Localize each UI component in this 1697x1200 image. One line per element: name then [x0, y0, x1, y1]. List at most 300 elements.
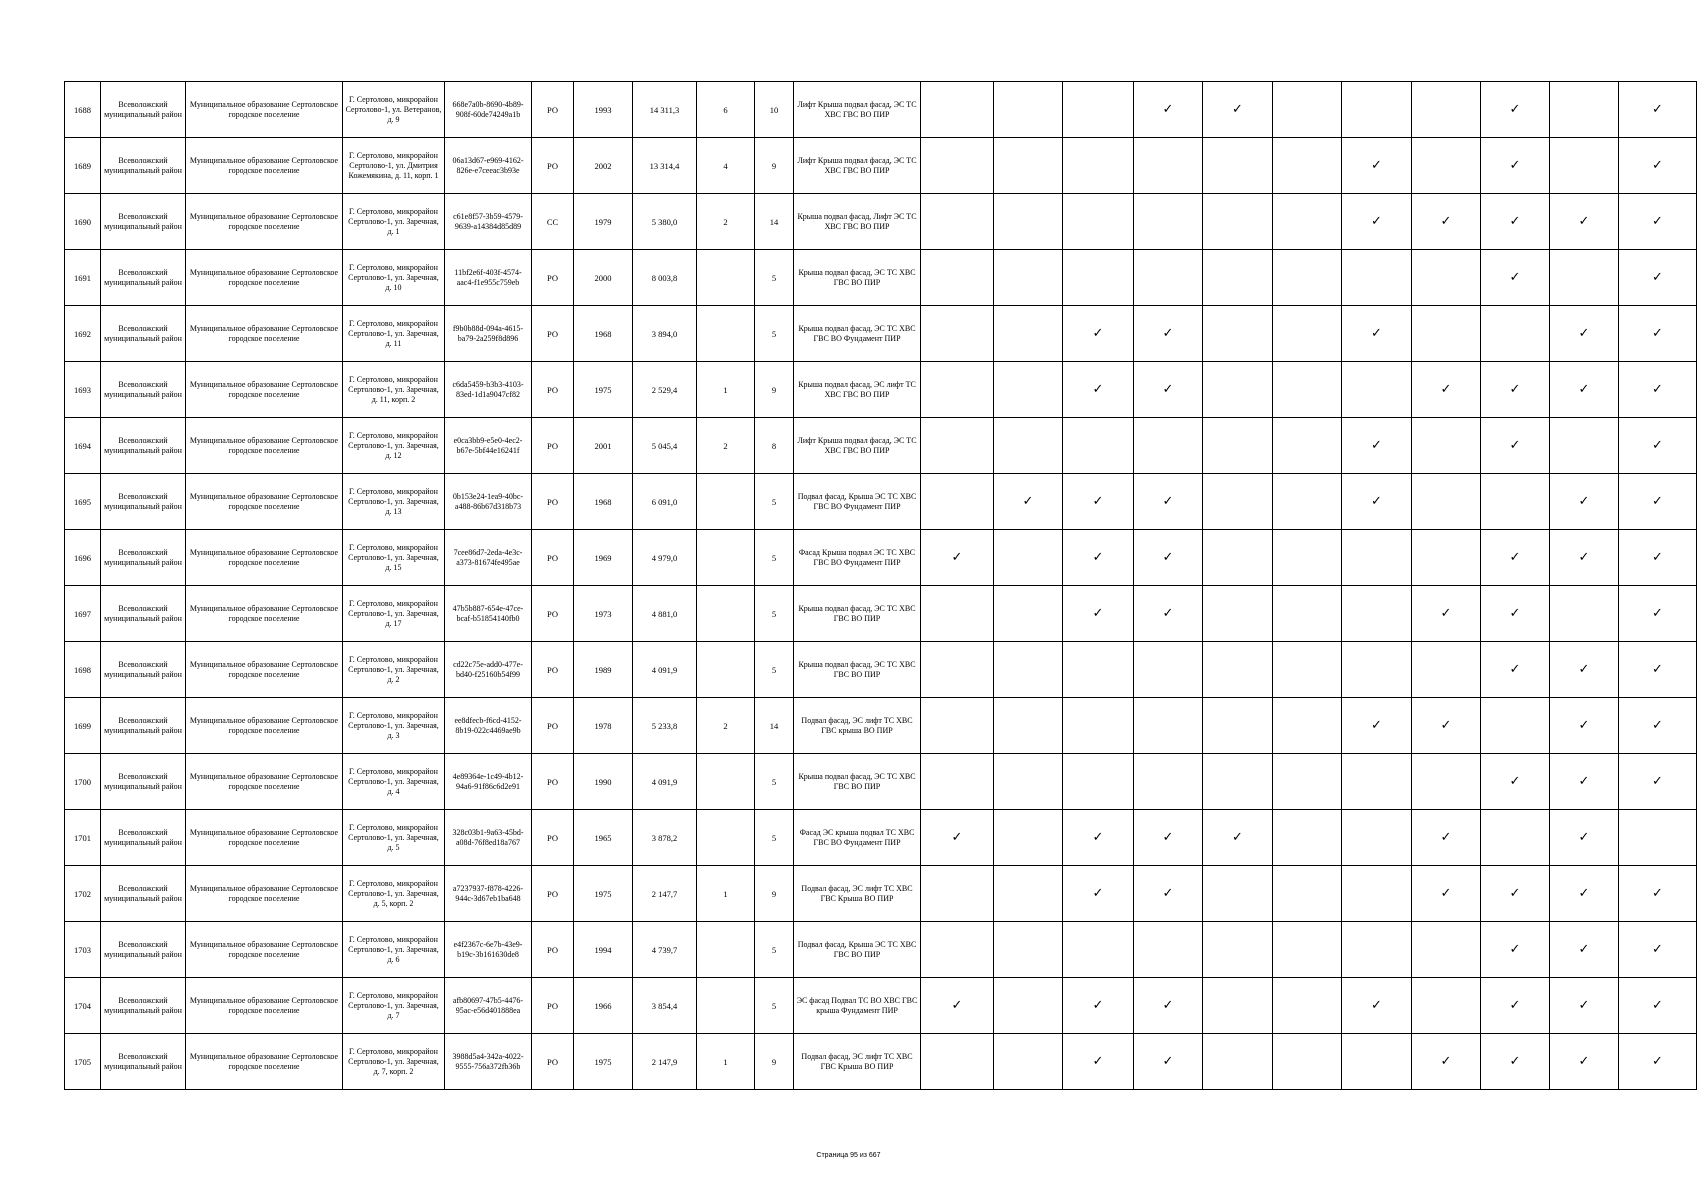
check-mark-icon: ✓	[1652, 157, 1663, 173]
check-mark-icon: ✓	[1652, 549, 1663, 565]
floors-cell: 5	[755, 306, 794, 362]
work-type-1-cell	[921, 810, 994, 866]
work-type-2-cell	[994, 82, 1063, 138]
work-type-10-cell	[1550, 138, 1619, 194]
work-type-10-cell	[1550, 82, 1619, 138]
work-type-9-cell	[1481, 698, 1550, 754]
work-type-10-cell	[1550, 530, 1619, 586]
check-mark-icon: ✓	[1652, 325, 1663, 341]
work-type-6-cell	[1273, 362, 1342, 418]
entrances-cell: 2	[697, 698, 755, 754]
check-mark-icon: ✓	[1578, 325, 1590, 341]
work-type-10-cell	[1550, 586, 1619, 642]
check-mark-icon: ✓	[1092, 605, 1104, 621]
build-year-cell: 2000	[574, 250, 633, 306]
table-row	[65, 418, 1697, 474]
district-cell: Всеволожский муниципальный район	[101, 978, 186, 1034]
floors-cell: 8	[755, 418, 794, 474]
work-type-4-cell	[1134, 698, 1203, 754]
floors-cell: 5	[755, 586, 794, 642]
works-list-cell: Лифт Крыша подвал фасад, ЭС ТС ХВС ГВС ВО ПИР	[794, 138, 921, 194]
house-guid-cell: e0ca3bb9-e5e0-4ec2-b67e-5bf44e16241f	[445, 418, 532, 474]
municipality-cell: Муниципальное образование Сертоловское городское поселение	[186, 642, 343, 698]
work-type-11-cell	[1619, 1034, 1697, 1090]
check-mark-icon: ✓	[1578, 829, 1590, 845]
build-year-cell: 1973	[574, 586, 633, 642]
house-guid-cell: a7237937-f878-4226-944c-3d67eb1ba648	[445, 866, 532, 922]
work-type-6-cell	[1273, 418, 1342, 474]
work-type-4-cell	[1134, 642, 1203, 698]
work-type-3-cell	[1063, 754, 1134, 810]
check-mark-icon: ✓	[1652, 997, 1663, 1013]
work-type-11-cell	[1619, 642, 1697, 698]
work-type-11-cell	[1619, 82, 1697, 138]
entrances-cell	[697, 922, 755, 978]
house-guid-cell: c6da5459-b3b3-4103-83ed-1d1a9047cf82	[445, 362, 532, 418]
works-list-cell: Крыша подвал фасад, Лифт ЭС ТС ХВС ГВС ВО ПИР	[794, 194, 921, 250]
work-type-6-cell	[1273, 250, 1342, 306]
work-type-8-cell	[1412, 362, 1481, 418]
municipality-cell: Муниципальное образование Сертоловское городское поселение	[186, 82, 343, 138]
municipality-cell: Муниципальное образование Сертоловское городское поселение	[186, 754, 343, 810]
work-type-9-cell	[1481, 474, 1550, 530]
district-cell: Всеволожский муниципальный район	[101, 82, 186, 138]
municipality-cell: Муниципальное образование Сертоловское городское поселение	[186, 698, 343, 754]
check-mark-icon: ✓	[1578, 997, 1590, 1013]
table-row	[65, 866, 1697, 922]
works-list-cell: Подвал фасад, Крыша ЭС ТС ХВС ГВС ВО Фундамент ПИР	[794, 474, 921, 530]
build-year-cell: 1993	[574, 82, 633, 138]
check-mark-icon: ✓	[1371, 493, 1382, 509]
work-type-2-cell	[994, 642, 1063, 698]
floors-cell: 9	[755, 362, 794, 418]
row-number-cell: 1690	[65, 194, 101, 250]
work-type-8-cell	[1412, 418, 1481, 474]
check-mark-icon: ✓	[1578, 493, 1590, 509]
work-type-9-cell	[1481, 586, 1550, 642]
work-type-1-cell	[921, 922, 994, 978]
check-mark-icon: ✓	[1371, 325, 1382, 341]
house-guid-cell: 11bf2e6f-403f-4574-aac4-f1e955c759eb	[445, 250, 532, 306]
work-type-11-cell	[1619, 530, 1697, 586]
work-type-10-cell	[1550, 362, 1619, 418]
check-mark-icon: ✓	[1509, 437, 1521, 453]
table-row	[65, 82, 1697, 138]
check-mark-icon: ✓	[1440, 1053, 1452, 1069]
work-type-6-cell	[1273, 922, 1342, 978]
check-mark-icon: ✓	[1652, 213, 1663, 229]
house-guid-cell: 668e7a0b-8690-4b89-908f-60de74249a1b	[445, 82, 532, 138]
build-year-cell: 1969	[574, 530, 633, 586]
account-type-cell: РО	[532, 138, 574, 194]
floors-cell: 5	[755, 474, 794, 530]
work-type-11-cell	[1619, 250, 1697, 306]
address-cell: Г. Сертолово, микрорайон Сертолово-1, ул. Заречная, д. 5	[343, 810, 445, 866]
floors-cell: 14	[755, 698, 794, 754]
address-cell: Г. Сертолово, микрорайон Сертолово-1, ул. Дмитрия Кожемякина, д. 11, корп. 1	[343, 138, 445, 194]
row-number-cell: 1705	[65, 1034, 101, 1090]
work-type-5-cell	[1203, 922, 1273, 978]
work-type-7-cell	[1342, 1034, 1412, 1090]
check-mark-icon: ✓	[1162, 885, 1174, 901]
work-type-8-cell	[1412, 306, 1481, 362]
work-type-1-cell	[921, 698, 994, 754]
check-mark-icon: ✓	[1578, 941, 1590, 957]
work-type-7-cell	[1342, 250, 1412, 306]
area-cell: 3 894,0	[633, 306, 697, 362]
area-cell: 4 979,0	[633, 530, 697, 586]
work-type-11-cell	[1619, 922, 1697, 978]
work-type-1-cell	[921, 754, 994, 810]
account-type-cell: РО	[532, 306, 574, 362]
work-type-2-cell	[994, 362, 1063, 418]
work-type-2-cell	[994, 978, 1063, 1034]
check-mark-icon: ✓	[1578, 773, 1590, 789]
work-type-8-cell	[1412, 810, 1481, 866]
table-row	[65, 250, 1697, 306]
build-year-cell: 1965	[574, 810, 633, 866]
build-year-cell: 1989	[574, 642, 633, 698]
work-type-3-cell	[1063, 922, 1134, 978]
table-row	[65, 306, 1697, 362]
address-cell: Г. Сертолово, микрорайон Сертолово-1, ул. Заречная, д. 1	[343, 194, 445, 250]
account-type-cell: РО	[532, 754, 574, 810]
work-type-1-cell	[921, 250, 994, 306]
municipality-cell: Муниципальное образование Сертоловское городское поселение	[186, 922, 343, 978]
work-type-9-cell	[1481, 810, 1550, 866]
work-type-2-cell	[994, 866, 1063, 922]
district-cell: Всеволожский муниципальный район	[101, 530, 186, 586]
address-cell: Г. Сертолово, микрорайон Сертолово-1, ул. Заречная, д. 4	[343, 754, 445, 810]
work-type-9-cell	[1481, 82, 1550, 138]
work-type-6-cell	[1273, 754, 1342, 810]
work-type-4-cell	[1134, 586, 1203, 642]
works-list-cell: Подвал фасад, ЭС лифт ТС ХВС ГВС Крыша ВО ПИР	[794, 866, 921, 922]
work-type-10-cell	[1550, 922, 1619, 978]
work-type-2-cell	[994, 810, 1063, 866]
account-type-cell: РО	[532, 1034, 574, 1090]
work-type-8-cell	[1412, 194, 1481, 250]
address-cell: Г. Сертолово, микрорайон Сертолово-1, ул. Заречная, д. 11, корп. 2	[343, 362, 445, 418]
work-type-8-cell	[1412, 642, 1481, 698]
floors-cell: 5	[755, 810, 794, 866]
house-guid-cell: afb80697-47b5-4476-95ac-e56d401888ea	[445, 978, 532, 1034]
check-mark-icon: ✓	[1162, 101, 1174, 117]
build-year-cell: 1966	[574, 978, 633, 1034]
build-year-cell: 2001	[574, 418, 633, 474]
work-type-1-cell	[921, 82, 994, 138]
house-guid-cell: cd22c75e-add0-477e-bd40-f25160b54f99	[445, 642, 532, 698]
work-type-7-cell	[1342, 978, 1412, 1034]
work-type-4-cell	[1134, 362, 1203, 418]
work-type-6-cell	[1273, 474, 1342, 530]
check-mark-icon: ✓	[1652, 437, 1663, 453]
municipality-cell: Муниципальное образование Сертоловское городское поселение	[186, 194, 343, 250]
table-row	[65, 978, 1697, 1034]
work-type-7-cell	[1342, 866, 1412, 922]
work-type-1-cell	[921, 194, 994, 250]
floors-cell: 5	[755, 250, 794, 306]
check-mark-icon: ✓	[1578, 1053, 1590, 1069]
check-mark-icon: ✓	[1509, 1053, 1521, 1069]
work-type-7-cell	[1342, 138, 1412, 194]
municipality-cell: Муниципальное образование Сертоловское городское поселение	[186, 810, 343, 866]
work-type-1-cell	[921, 978, 994, 1034]
area-cell: 3 854,4	[633, 978, 697, 1034]
work-type-11-cell	[1619, 138, 1697, 194]
entrances-cell: 1	[697, 866, 755, 922]
work-type-10-cell	[1550, 810, 1619, 866]
work-type-11-cell	[1619, 418, 1697, 474]
row-number-cell: 1698	[65, 642, 101, 698]
floors-cell: 10	[755, 82, 794, 138]
table-row	[65, 586, 1697, 642]
build-year-cell: 1979	[574, 194, 633, 250]
row-number-cell: 1694	[65, 418, 101, 474]
work-type-9-cell	[1481, 138, 1550, 194]
work-type-7-cell	[1342, 642, 1412, 698]
works-list-cell: Крыша подвал фасад, ЭС ТС ХВС ГВС ВО ПИР	[794, 250, 921, 306]
works-list-cell: Крыша подвал фасад, ЭС ТС ХВС ГВС ВО ПИР	[794, 754, 921, 810]
work-type-5-cell	[1203, 362, 1273, 418]
build-year-cell: 1994	[574, 922, 633, 978]
work-type-9-cell	[1481, 922, 1550, 978]
area-cell: 8 003,8	[633, 250, 697, 306]
build-year-cell: 1990	[574, 754, 633, 810]
area-cell: 4 739,7	[633, 922, 697, 978]
entrances-cell: 6	[697, 82, 755, 138]
work-type-7-cell	[1342, 698, 1412, 754]
check-mark-icon: ✓	[1162, 325, 1174, 341]
works-list-cell: Крыша подвал фасад, ЭС ТС ХВС ГВС ВО ПИР	[794, 586, 921, 642]
work-type-5-cell	[1203, 250, 1273, 306]
check-mark-icon: ✓	[1652, 1053, 1663, 1069]
work-type-4-cell	[1134, 138, 1203, 194]
table-row	[65, 642, 1697, 698]
check-mark-icon: ✓	[1022, 493, 1034, 509]
house-guid-cell: e4f2367c-6e7b-43e9-b19c-3b161630de8	[445, 922, 532, 978]
work-type-4-cell	[1134, 754, 1203, 810]
check-mark-icon: ✓	[1162, 549, 1174, 565]
work-type-1-cell	[921, 362, 994, 418]
work-type-9-cell	[1481, 642, 1550, 698]
work-type-3-cell	[1063, 250, 1134, 306]
work-type-4-cell	[1134, 922, 1203, 978]
work-type-9-cell	[1481, 978, 1550, 1034]
check-mark-icon: ✓	[1509, 773, 1521, 789]
municipality-cell: Муниципальное образование Сертоловское городское поселение	[186, 362, 343, 418]
account-type-cell: РО	[532, 978, 574, 1034]
check-mark-icon: ✓	[1509, 661, 1521, 677]
work-type-2-cell	[994, 418, 1063, 474]
district-cell: Всеволожский муниципальный район	[101, 194, 186, 250]
district-cell: Всеволожский муниципальный район	[101, 754, 186, 810]
entrances-cell	[697, 306, 755, 362]
work-type-1-cell	[921, 138, 994, 194]
work-type-8-cell	[1412, 530, 1481, 586]
work-type-8-cell	[1412, 250, 1481, 306]
work-type-4-cell	[1134, 978, 1203, 1034]
house-guid-cell: 06a13d67-e969-4162-826e-e7ceeac3b93e	[445, 138, 532, 194]
account-type-cell: РО	[532, 250, 574, 306]
table-row	[65, 362, 1697, 418]
work-type-5-cell	[1203, 418, 1273, 474]
work-type-4-cell	[1134, 194, 1203, 250]
works-list-cell: Фасад Крыша подвал ЭС ТС ХВС ГВС ВО Фундамент ПИР	[794, 530, 921, 586]
check-mark-icon: ✓	[1162, 997, 1174, 1013]
check-mark-icon: ✓	[1440, 213, 1452, 229]
build-year-cell: 1968	[574, 306, 633, 362]
work-type-5-cell	[1203, 978, 1273, 1034]
work-type-3-cell	[1063, 586, 1134, 642]
account-type-cell: РО	[532, 810, 574, 866]
check-mark-icon: ✓	[1509, 885, 1521, 901]
check-mark-icon: ✓	[1652, 885, 1663, 901]
check-mark-icon: ✓	[1371, 997, 1382, 1013]
municipality-cell: Муниципальное образование Сертоловское городское поселение	[186, 418, 343, 474]
row-number-cell: 1688	[65, 82, 101, 138]
work-type-5-cell	[1203, 530, 1273, 586]
check-mark-icon: ✓	[1509, 549, 1521, 565]
district-cell: Всеволожский муниципальный район	[101, 306, 186, 362]
table-row	[65, 754, 1697, 810]
work-type-10-cell	[1550, 698, 1619, 754]
work-type-3-cell	[1063, 866, 1134, 922]
work-type-2-cell	[994, 698, 1063, 754]
address-cell: Г. Сертолово, микрорайон Сертолово-1, ул. Заречная, д. 11	[343, 306, 445, 362]
row-number-cell: 1703	[65, 922, 101, 978]
work-type-10-cell	[1550, 642, 1619, 698]
check-mark-icon: ✓	[1578, 549, 1590, 565]
work-type-7-cell	[1342, 194, 1412, 250]
work-type-11-cell	[1619, 194, 1697, 250]
work-type-4-cell	[1134, 866, 1203, 922]
address-cell: Г. Сертолово, микрорайон Сертолово-1, ул. Заречная, д. 17	[343, 586, 445, 642]
work-type-6-cell	[1273, 642, 1342, 698]
work-type-4-cell	[1134, 474, 1203, 530]
table-row	[65, 810, 1697, 866]
check-mark-icon: ✓	[1652, 773, 1663, 789]
check-mark-icon: ✓	[1509, 157, 1521, 173]
check-mark-icon: ✓	[1509, 381, 1521, 397]
check-mark-icon: ✓	[1652, 717, 1663, 733]
build-year-cell: 1975	[574, 362, 633, 418]
work-type-10-cell	[1550, 306, 1619, 362]
work-type-2-cell	[994, 530, 1063, 586]
work-type-3-cell	[1063, 418, 1134, 474]
municipality-cell: Муниципальное образование Сертоловское городское поселение	[186, 250, 343, 306]
check-mark-icon: ✓	[1652, 605, 1663, 621]
registry-table-container	[64, 81, 1697, 1090]
work-type-2-cell	[994, 922, 1063, 978]
work-type-9-cell	[1481, 306, 1550, 362]
work-type-8-cell	[1412, 1034, 1481, 1090]
account-type-cell: РО	[532, 642, 574, 698]
area-cell: 13 314,4	[633, 138, 697, 194]
floors-cell: 5	[755, 642, 794, 698]
check-mark-icon: ✓	[1509, 997, 1521, 1013]
work-type-3-cell	[1063, 474, 1134, 530]
work-type-10-cell	[1550, 418, 1619, 474]
build-year-cell: 1978	[574, 698, 633, 754]
work-type-3-cell	[1063, 306, 1134, 362]
work-type-11-cell	[1619, 810, 1697, 866]
check-mark-icon: ✓	[1232, 829, 1243, 845]
row-number-cell: 1696	[65, 530, 101, 586]
address-cell: Г. Сертолово, микрорайон Сертолово-1, ул. Заречная, д. 2	[343, 642, 445, 698]
work-type-9-cell	[1481, 866, 1550, 922]
house-guid-cell: 47b5b887-654e-47ce-bcaf-b51854140fb0	[445, 586, 532, 642]
check-mark-icon: ✓	[1440, 605, 1452, 621]
entrances-cell	[697, 586, 755, 642]
check-mark-icon: ✓	[1092, 549, 1104, 565]
works-list-cell: Подвал фасад, Крыша ЭС ТС ХВС ГВС ВО ПИР	[794, 922, 921, 978]
works-list-cell: Крыша подвал фасад, ЭС лифт ТС ХВС ГВС ВО ПИР	[794, 362, 921, 418]
work-type-8-cell	[1412, 754, 1481, 810]
work-type-1-cell	[921, 474, 994, 530]
house-guid-cell: 3988d5a4-342a-4022-9555-756a372fb36b	[445, 1034, 532, 1090]
works-list-cell: ЭС фасад Подвал ТС ВО ХВС ГВС крыша Фундамент ПИР	[794, 978, 921, 1034]
check-mark-icon: ✓	[1440, 717, 1452, 733]
floors-cell: 5	[755, 530, 794, 586]
floors-cell: 14	[755, 194, 794, 250]
check-mark-icon: ✓	[1092, 381, 1104, 397]
work-type-11-cell	[1619, 978, 1697, 1034]
district-cell: Всеволожский муниципальный район	[101, 866, 186, 922]
district-cell: Всеволожский муниципальный район	[101, 642, 186, 698]
address-cell: Г. Сертолово, микрорайон Сертолово-1, ул. Заречная, д. 7, корп. 2	[343, 1034, 445, 1090]
row-number-cell: 1700	[65, 754, 101, 810]
account-type-cell: РО	[532, 362, 574, 418]
entrances-cell	[697, 978, 755, 1034]
work-type-7-cell	[1342, 810, 1412, 866]
area-cell: 4 881,0	[633, 586, 697, 642]
row-number-cell: 1695	[65, 474, 101, 530]
house-guid-cell: 0b153e24-1ea9-40bc-a488-86b67d318b73	[445, 474, 532, 530]
work-type-7-cell	[1342, 306, 1412, 362]
work-type-1-cell	[921, 306, 994, 362]
floors-cell: 5	[755, 754, 794, 810]
district-cell: Всеволожский муниципальный район	[101, 474, 186, 530]
check-mark-icon: ✓	[1578, 213, 1590, 229]
work-type-5-cell	[1203, 810, 1273, 866]
row-number-cell: 1704	[65, 978, 101, 1034]
house-guid-cell: 7cee86d7-2eda-4e3c-a373-81674fe495ae	[445, 530, 532, 586]
work-type-7-cell	[1342, 362, 1412, 418]
floors-cell: 9	[755, 866, 794, 922]
work-type-11-cell	[1619, 474, 1697, 530]
work-type-5-cell	[1203, 642, 1273, 698]
account-type-cell: РО	[532, 922, 574, 978]
build-year-cell: 1975	[574, 866, 633, 922]
table-row	[65, 922, 1697, 978]
work-type-6-cell	[1273, 138, 1342, 194]
table-row	[65, 530, 1697, 586]
work-type-10-cell	[1550, 194, 1619, 250]
works-list-cell: Фасад ЭС крыша подвал ТС ХВС ГВС ВО Фундамент ПИР	[794, 810, 921, 866]
check-mark-icon: ✓	[1162, 605, 1174, 621]
check-mark-icon: ✓	[1578, 717, 1590, 733]
work-type-8-cell	[1412, 866, 1481, 922]
entrances-cell	[697, 530, 755, 586]
work-type-10-cell	[1550, 978, 1619, 1034]
check-mark-icon: ✓	[1440, 829, 1452, 845]
area-cell: 6 091,0	[633, 474, 697, 530]
work-type-10-cell	[1550, 754, 1619, 810]
check-mark-icon: ✓	[1652, 661, 1663, 677]
work-type-10-cell	[1550, 474, 1619, 530]
address-cell: Г. Сертолово, микрорайон Сертолово-1, ул. Заречная, д. 12	[343, 418, 445, 474]
